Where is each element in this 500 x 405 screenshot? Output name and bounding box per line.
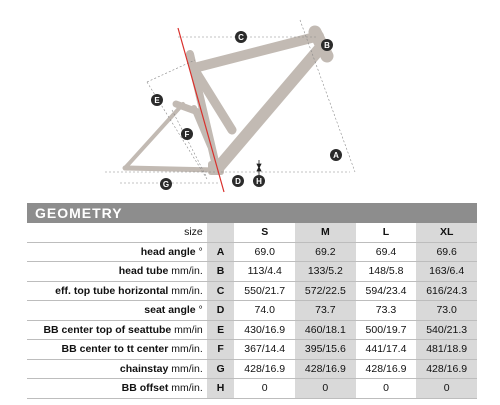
table-row <box>27 320 477 340</box>
value-cell: 163/6.4 <box>416 262 477 282</box>
size-xl-header: XL <box>416 223 477 242</box>
geometry-panel <box>27 203 477 393</box>
value-cell: 540/21.3 <box>416 320 477 340</box>
value-cell: 430/16.9 <box>234 320 295 340</box>
value-cell: 428/16.9 <box>295 359 356 379</box>
measurement-name: BB offset <box>121 382 169 395</box>
measurement-letter: H <box>207 379 235 399</box>
svg-text:E: E <box>154 96 160 105</box>
value-cell: 0 <box>234 379 295 399</box>
value-cell: 113/4.4 <box>234 262 295 282</box>
value-cell: 428/16.9 <box>234 359 295 379</box>
down-tube <box>218 46 322 168</box>
measurement-unit: mm/in. <box>171 265 203 278</box>
measurement-name: BB center to tt center <box>61 343 169 356</box>
seat-stay <box>125 104 183 168</box>
measurement-letter: F <box>207 340 235 360</box>
measurement-name: eff. top tube horizontal <box>55 284 169 297</box>
value-cell: 69.4 <box>356 242 417 262</box>
svg-text:F: F <box>184 130 190 139</box>
measurement-unit: mm/in <box>174 323 203 336</box>
value-cell: 395/15.6 <box>295 340 356 360</box>
measurement-unit: mm/in. <box>171 362 203 375</box>
measurement-unit: mm/in. <box>171 343 203 356</box>
value-cell: 73.0 <box>416 301 477 321</box>
measurement-letter: A <box>207 242 235 262</box>
size-l-header: L <box>356 223 417 242</box>
table-row <box>27 301 477 321</box>
measurement-name: seat angle <box>144 304 196 317</box>
table-row <box>27 359 477 379</box>
size-header-row <box>27 223 477 242</box>
measurement-letter: C <box>207 281 235 301</box>
svg-text:G: G <box>162 180 170 189</box>
value-cell: 616/24.3 <box>416 281 477 301</box>
value-cell: 133/5.2 <box>295 262 356 282</box>
measurement-unit: mm/in. <box>171 284 203 297</box>
value-cell: 481/18.9 <box>416 340 477 360</box>
value-cell: 74.0 <box>234 301 295 321</box>
callout-a <box>330 149 342 161</box>
callout-e <box>151 94 163 106</box>
table-row <box>27 262 477 282</box>
callout-f <box>181 128 193 140</box>
value-cell: 428/16.9 <box>356 359 417 379</box>
callout-h <box>253 175 265 187</box>
callout-c <box>235 31 247 43</box>
measurement-label <box>27 242 207 262</box>
value-cell: 428/16.9 <box>416 359 477 379</box>
svg-text:D: D <box>235 177 241 186</box>
value-cell: 0 <box>295 379 356 399</box>
value-cell: 148/5.8 <box>356 262 417 282</box>
measurement-label <box>27 320 207 340</box>
bike-frame-diagram <box>0 0 500 200</box>
measurement-label <box>27 301 207 321</box>
value-cell: 0 <box>416 379 477 399</box>
size-header-label: size <box>27 223 207 242</box>
svg-text:C: C <box>238 33 244 42</box>
value-cell: 572/22.5 <box>295 281 356 301</box>
value-cell: 73.7 <box>295 301 356 321</box>
value-cell: 69.6 <box>416 242 477 262</box>
measurement-unit: ° <box>198 304 203 317</box>
measurement-name: BB center top of seattube <box>43 323 172 336</box>
measurement-letter: B <box>207 262 235 282</box>
table-row <box>27 379 477 399</box>
svg-text:A: A <box>333 151 339 160</box>
letter-header-cell <box>207 223 235 242</box>
measurement-letter: G <box>207 359 235 379</box>
value-cell: 69.0 <box>234 242 295 262</box>
table-row <box>27 340 477 360</box>
svg-text:B: B <box>324 41 330 50</box>
value-cell: 73.3 <box>356 301 417 321</box>
value-cell: 460/18.1 <box>295 320 356 340</box>
measurement-name: head tube <box>118 265 169 278</box>
value-cell: 550/21.7 <box>234 281 295 301</box>
measurement-name: head angle <box>140 245 196 258</box>
measurement-unit: ° <box>198 245 203 258</box>
measurement-unit: mm/in. <box>171 382 203 395</box>
value-cell: 367/14.4 <box>234 340 295 360</box>
size-s-header: S <box>234 223 295 242</box>
measurement-label <box>27 340 207 360</box>
svg-text:H: H <box>256 177 262 186</box>
value-cell: 500/19.7 <box>356 320 417 340</box>
value-cell: 69.2 <box>295 242 356 262</box>
measurement-name: chainstay <box>119 362 169 375</box>
table-row <box>27 281 477 301</box>
geometry-table <box>27 223 477 399</box>
value-cell: 441/17.4 <box>356 340 417 360</box>
callout-d <box>232 175 244 187</box>
geometry-title: GEOMETRY <box>27 203 477 223</box>
callout-g <box>160 178 172 190</box>
geometry-rows <box>27 242 477 398</box>
callout-b <box>321 39 333 51</box>
value-cell: 594/23.4 <box>356 281 417 301</box>
measurement-letter: D <box>207 301 235 321</box>
size-m-header: M <box>295 223 356 242</box>
value-cell: 0 <box>356 379 417 399</box>
measurement-label <box>27 379 207 399</box>
table-row <box>27 242 477 262</box>
bb-offset-marker <box>257 160 261 175</box>
measurement-label <box>27 281 207 301</box>
measurement-label <box>27 262 207 282</box>
measurement-label <box>27 359 207 379</box>
measurement-letter: E <box>207 320 235 340</box>
